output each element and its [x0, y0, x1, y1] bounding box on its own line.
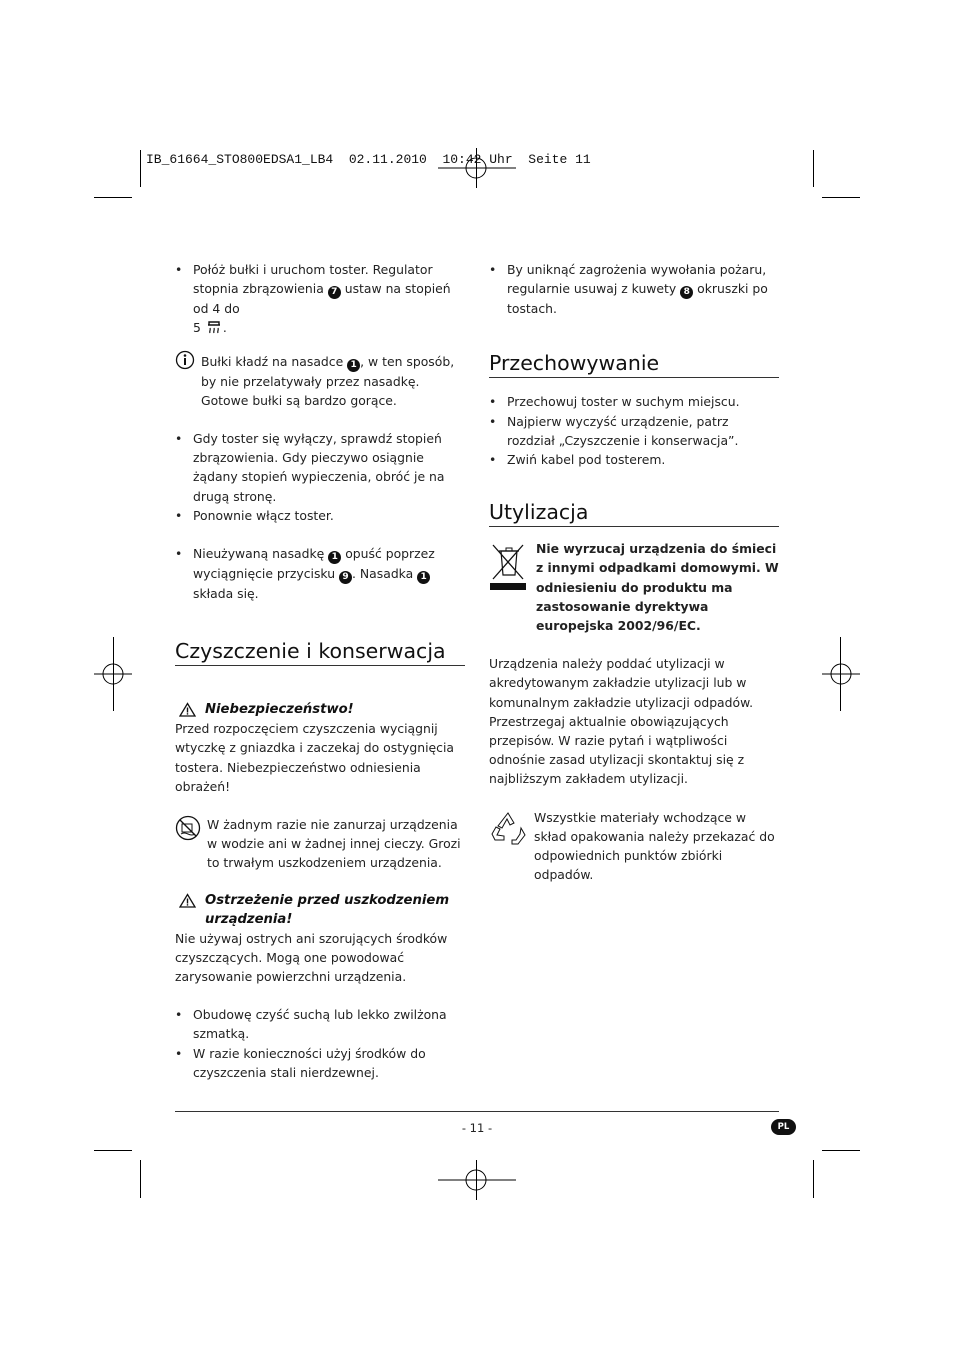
storage-list: [489, 392, 779, 469]
registration-mark-bottom: [438, 1162, 516, 1198]
info-note: Bułki kładź na nasadce 1 , w ten sposób, by nie przelatywały przez nasadkę. Gotowe bułki są bardzo gorące.: [175, 352, 465, 410]
registration-mark-right: [822, 656, 860, 692]
warning-text: Nie używaj ostrych ani szorujących środków czyszczących. Mogą one powodować zarysowanie powierzchni urządzenia.: [175, 930, 448, 985]
weee-note: Nie wyrzucaj urządzenia do śmieci z innymi odpadkami domowymi. W odniesieniu do produktu ma zastosowanie dyrektywa europejska 2002/96/EC.: [489, 539, 779, 635]
registration-mark-left: [94, 656, 132, 692]
warning-triangle-icon: [179, 702, 196, 717]
list-item: • Najpierw wyczyść urządzenie, patrz rozdział „Czyszczenie i konserwacja”.: [489, 412, 779, 450]
recycle-icon: [489, 810, 527, 846]
warning-heading: Niebezpieczeństwo!: [175, 700, 465, 719]
toast-level-icon: [205, 319, 223, 335]
recycle-note: Wszystkie materiały wchodzące w skład opakowania należy przekazać do odpowiednich punktów zbiórki odpadów.: [489, 808, 779, 885]
warning-text: Przed rozpoczęciem czyszczenia wyciągnij wtyczkę z gniazdka i zaczekaj do ostygnięcia tostera. Niebezpieczeństwo odniesienia obrażeń!: [175, 721, 455, 794]
footer-rule: [175, 1111, 779, 1112]
disposal-paragraph: Urządzenia należy poddać utylizacji w akredytowanym zakładzie utylizacji lub w komunalnym zakładzie utylizacji odpadów.: [489, 656, 754, 710]
language-badge: PL: [771, 1119, 796, 1135]
part-number-badge: 1: [328, 551, 341, 564]
left-column: [175, 260, 465, 1082]
crossed-bin-icon: [489, 543, 527, 595]
part-number-badge: 9: [339, 571, 352, 584]
list-item: • Gdy toster się wyłączy, sprawdź stopień zbrązowienia. Gdy pieczywo osiągnie żądany stopień wypieczenia, obróć je na drugą stronę.: [175, 429, 465, 506]
part-number-badge: 8: [680, 286, 693, 299]
warning-triangle-icon: [179, 893, 196, 908]
list-item: • By uniknąć zagrożenia wywołania pożaru, regularnie usuwaj z kuwety 8 okruszki po tostach.: [489, 260, 779, 318]
part-number-badge: 1: [417, 571, 430, 584]
no-immersion-icon: [175, 815, 201, 841]
warning-heading: Ostrzeżenie przed uszkodzeniem urządzenia!: [175, 891, 465, 929]
part-number-badge: 1: [347, 359, 360, 372]
part-number-badge: 7: [328, 286, 341, 299]
list-item: • Zwiń kabel pod tosterem.: [489, 450, 779, 469]
right-column: [489, 260, 779, 884]
page-number: - 11 -: [461, 1121, 493, 1135]
info-icon: [175, 350, 195, 370]
list-item: • Obudowę czyść suchą lub lekko zwilżona szmatką.: [175, 1005, 465, 1043]
print-slug: IB_61664_STO800EDSA1_LB4 02.11.2010 10:42 Uhr Seite 11: [146, 152, 591, 167]
list-item: • Przechowuj toster w suchym miejscu.: [489, 392, 779, 411]
list-item: • Ponownie włącz toster.: [175, 506, 465, 525]
section-title: Czyszczenie i konserwacja: [175, 639, 465, 666]
list-item: • W razie konieczności użyj środków do czyszczenia stali nierdzewnej.: [175, 1044, 465, 1082]
no-immersion-note: W żadnym razie nie zanurzaj urządzenia w wodzie ani w żadnej innej cieczy. Grozi to trwałym uszkodzeniem urządzenia.: [175, 815, 465, 873]
list-item: • Nieużywaną nasadkę 1 opuść poprzez wyciągnięcie przycisku 9 . Nasadka 1 składa się.: [175, 544, 465, 603]
list-item: • Połóż bułki i uruchom toster. Regulator stopnia zbrązowienia 7 ustaw na stopień od 4 do 5 .: [175, 260, 465, 338]
section-title: Utylizacja: [489, 500, 779, 527]
section-title: Przechowywanie: [489, 351, 779, 378]
disposal-paragraph: Przestrzegaj aktualnie obowiązujących przepisów. W razie pytań i wątpliwości odnośnie zasad utylizacji skontaktuj się z najbliższym zakładem utylizacji.: [489, 713, 745, 787]
